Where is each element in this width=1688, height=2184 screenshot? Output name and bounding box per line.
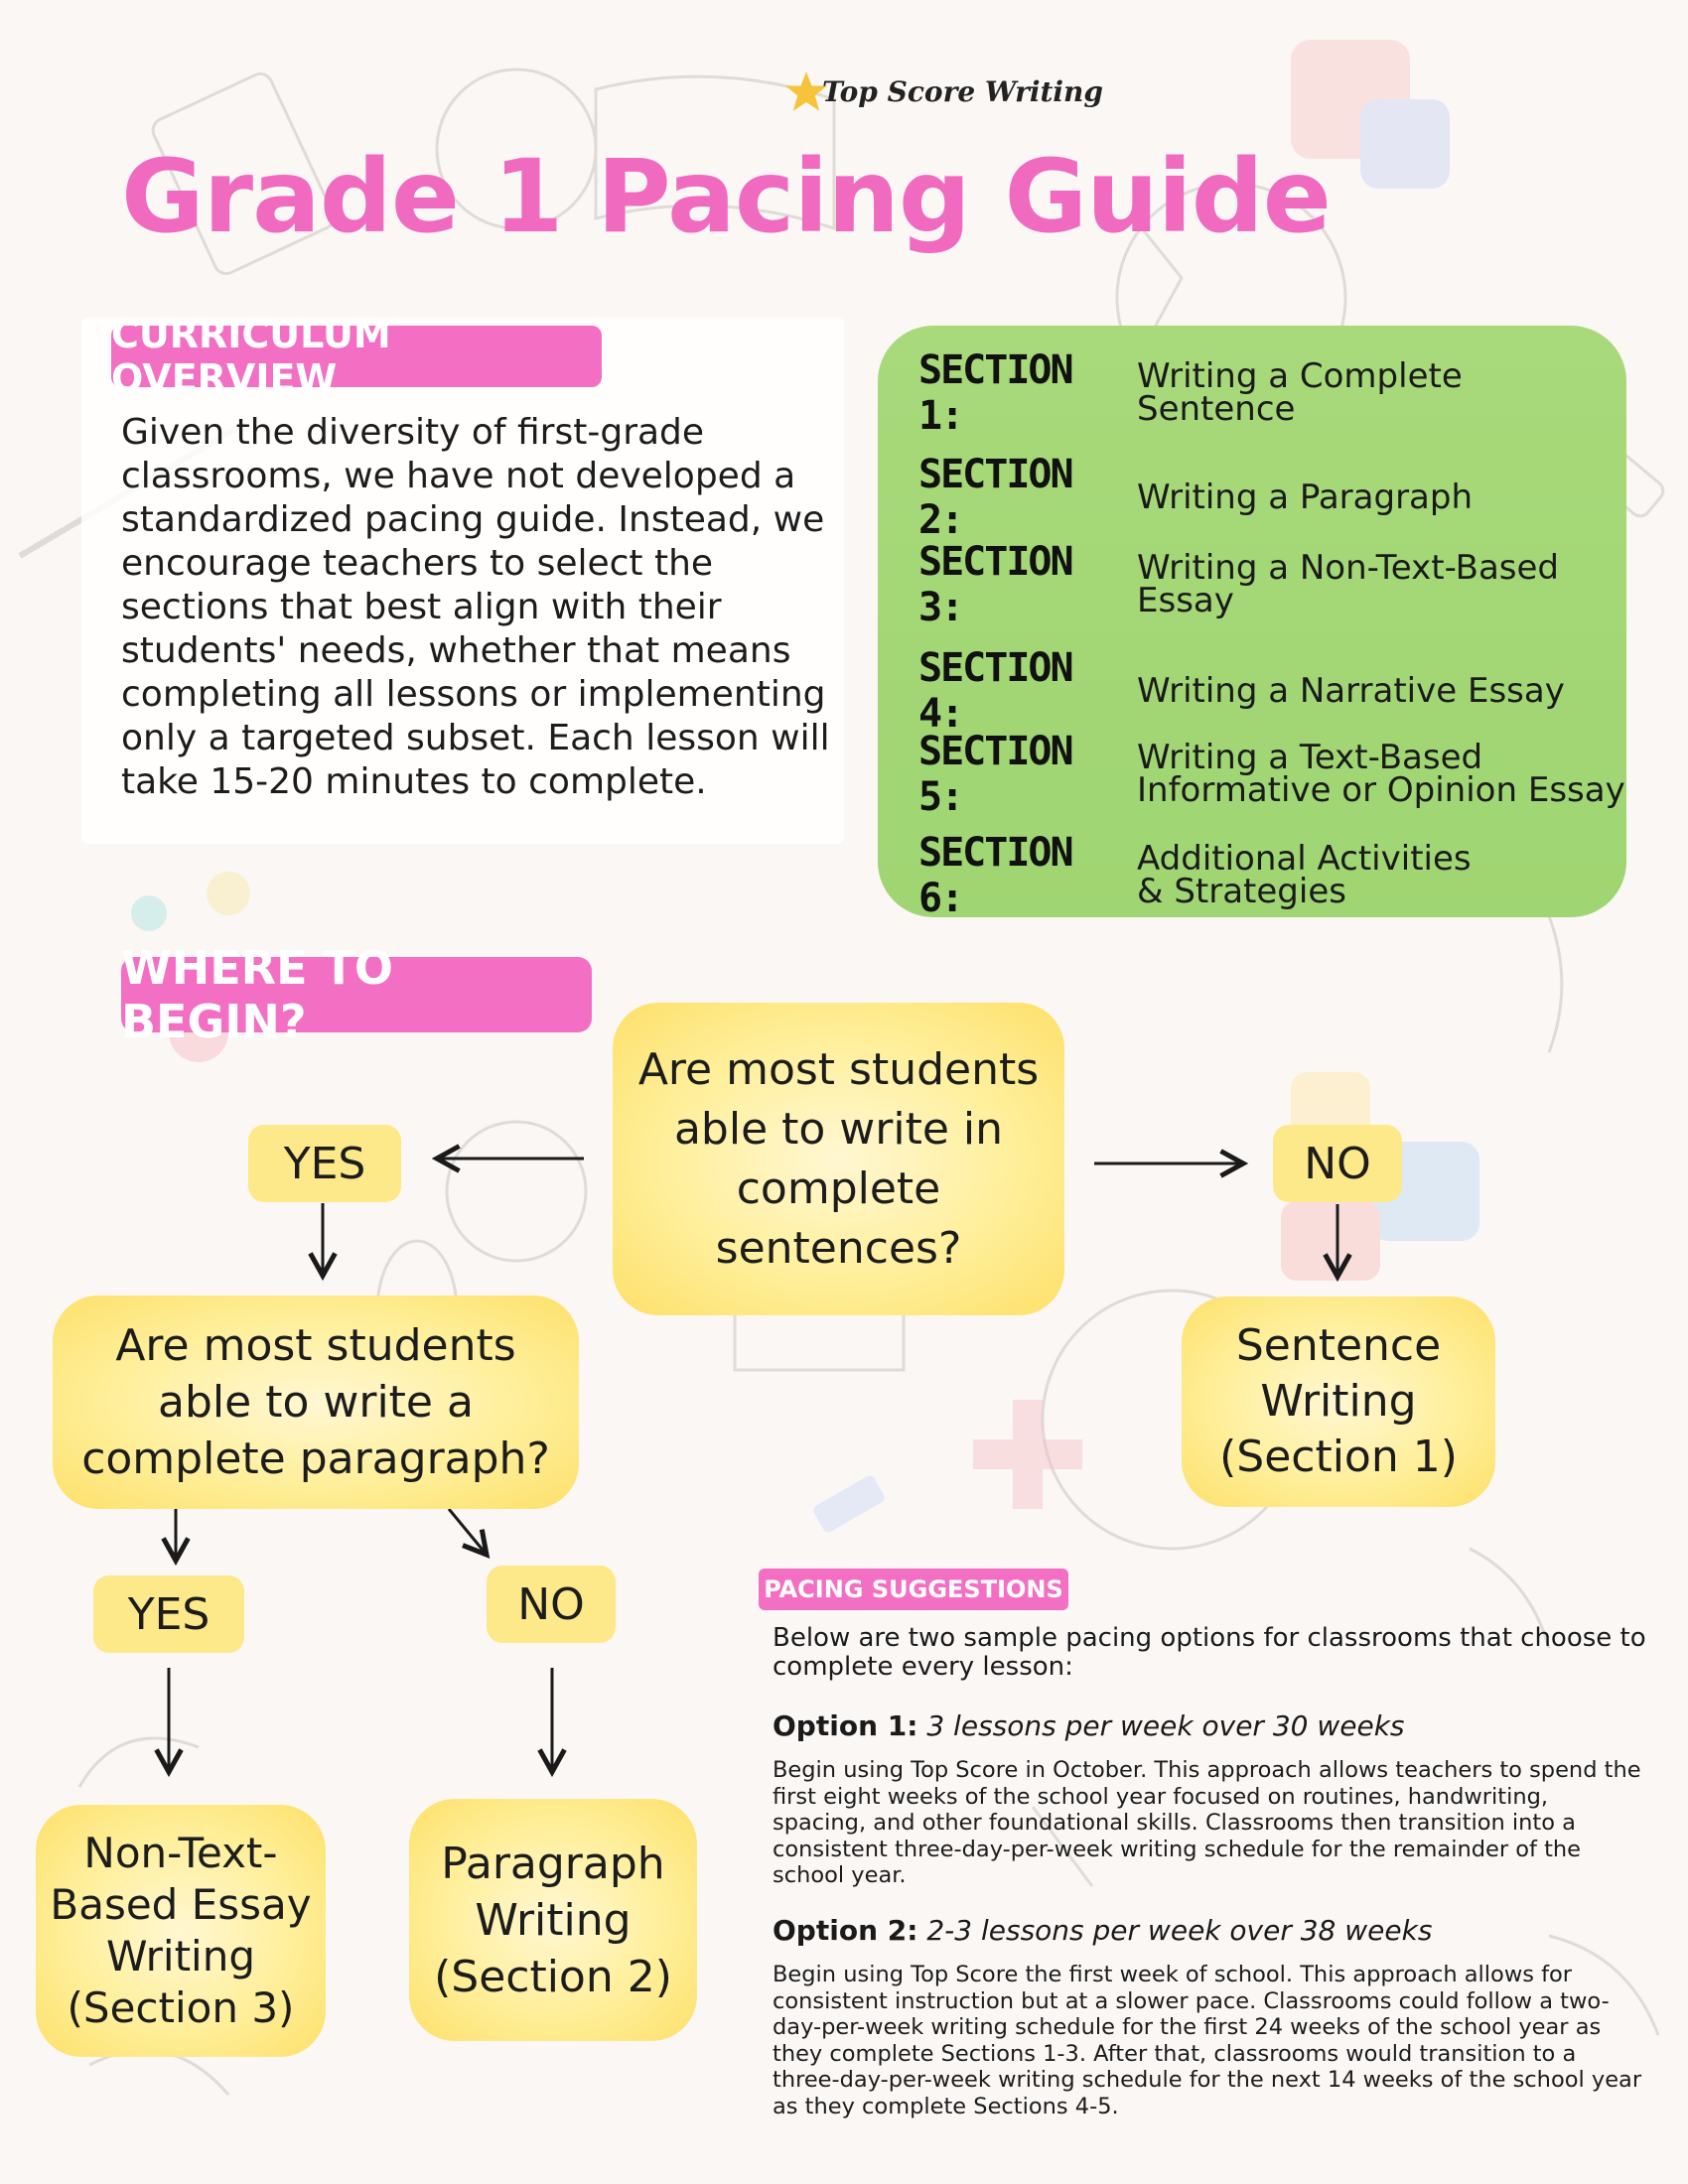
section-label: SECTION 6: xyxy=(918,830,1072,921)
section-label: SECTION 3: xyxy=(918,539,1072,630)
section-name: Writing a Narrative Essay xyxy=(1137,670,1565,711)
question-complete-sentences: Are most students able to write in complete sentences? xyxy=(613,1003,1064,1315)
logo-text: Top Score Writing xyxy=(822,74,1103,108)
yes-label-1: YES xyxy=(248,1125,401,1202)
section-label: SECTION 1: xyxy=(918,347,1072,439)
option-1-heading: Option 1: 3 lessons per week over 30 weeks xyxy=(773,1709,1405,1742)
overview-body: Given the diversity of first-grade classrooms, we have not developed a standardized pacing guide. Instead, we encourage teachers to select the sections that best align with their students' needs, whether that means completing all lessons or implementing only a targeted subset. Each lesson will take 15-20 minutes to complete. xyxy=(121,412,830,802)
section-name: Writing a Text-Based Informative or Opinion Essay xyxy=(1137,738,1625,810)
result-non-text-based-essay: Non-Text- Based Essay Writing (Section 3) xyxy=(36,1805,326,2057)
section-name: Writing a Non-Text-Based Essay xyxy=(1137,548,1559,620)
section-row-1 xyxy=(918,347,1633,439)
section-label: SECTION 2: xyxy=(918,452,1072,543)
section-row-3 xyxy=(918,539,1633,630)
section-label: SECTION 4: xyxy=(918,645,1072,737)
section-row-4 xyxy=(918,645,1633,737)
yes-label-2: YES xyxy=(93,1575,244,1653)
page-title: Grade 1 Pacing Guide xyxy=(121,138,1331,256)
question-complete-paragraph: Are most students able to write a complete paragraph? xyxy=(53,1296,579,1509)
no-label-2: NO xyxy=(487,1566,616,1643)
section-row-2 xyxy=(918,452,1633,543)
result-sentence-writing: Sentence Writing (Section 1) xyxy=(1182,1297,1495,1507)
pacing-heading: PACING SUGGESTIONS xyxy=(759,1569,1068,1610)
where-to-begin-heading: WHERE TO BEGIN? xyxy=(121,957,592,1032)
section-row-6 xyxy=(918,830,1633,921)
section-name: Additional Activities & Strategies xyxy=(1137,839,1472,911)
option-2-body: Begin using Top Score the first week of school. This approach allows for consistent instruction but at a slower pace. Classrooms could follow a two-day-per-week writing schedule for the first 24 weeks of the school year as they complete Sections 1-3. After that, classrooms would transition to a three-day-per-week writing schedule for the next 14 weeks of the school year as they complete Sections 4-5. xyxy=(773,1962,1642,2119)
section-name: Writing a Paragraph xyxy=(1137,477,1474,517)
overview-heading: CURRICULUM OVERVIEW xyxy=(111,326,602,387)
no-label-1: NO xyxy=(1273,1125,1402,1202)
option-1-body: Begin using Top Score in October. This approach allows teachers to spend the first eight weeks of the school year focused on routines, handwriting, spacing, and other foundational skills. Classrooms then transition into a consistent three-day-per-week writing schedule for the remainder of the school year. xyxy=(773,1757,1641,1888)
pacing-intro: Below are two sample pacing options for classrooms that choose to complete every lesson: xyxy=(773,1623,1646,1682)
section-row-5 xyxy=(918,729,1633,820)
result-paragraph-writing: Paragraph Writing (Section 2) xyxy=(409,1799,697,2041)
option-2-heading: Option 2: 2-3 lessons per week over 38 weeks xyxy=(773,1914,1433,1947)
section-label: SECTION 5: xyxy=(918,729,1072,820)
brand-logo xyxy=(784,62,1103,121)
section-name: Writing a Complete Sentence xyxy=(1137,356,1463,429)
